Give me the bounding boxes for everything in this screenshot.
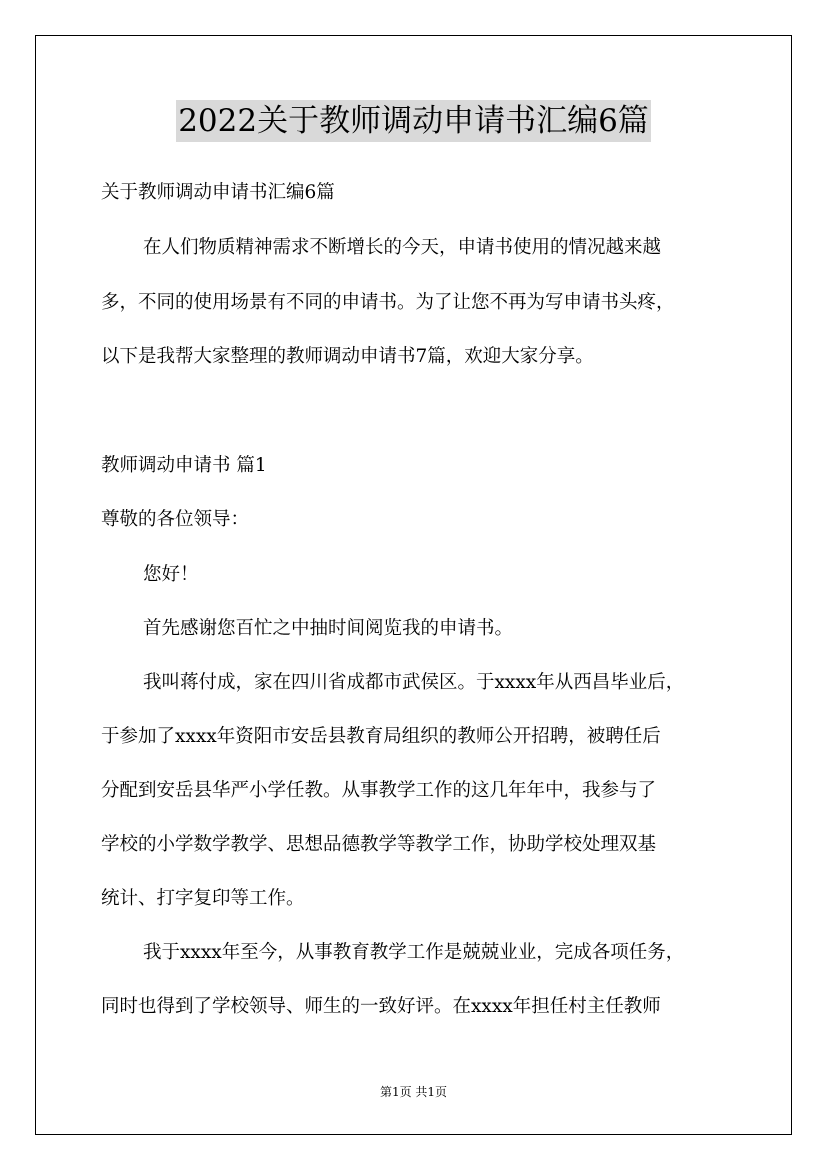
- document-title: [0, 100, 827, 142]
- salutation: 尊敬的各位领导：: [101, 509, 250, 530]
- document-subtitle: 关于教师调动申请书汇编6篇: [101, 182, 335, 203]
- paragraph-2-line-4: 学校的小学数学教学、思想品德教学等教学工作，协助学校处理双基: [101, 834, 657, 855]
- paragraph-2-line-1: 我叫蒋付成，家在四川省成都市武侯区。于xxxx年从西昌毕业后，: [143, 672, 685, 693]
- paragraph-1-line-1: 首先感谢您百忙之中抽时间阅览我的申请书。: [143, 618, 514, 639]
- intro-line-3: 以下是我帮大家整理的教师调动申请书7篇，欢迎大家分享。: [101, 346, 594, 367]
- paragraph-3-line-1: 我于xxxx年至今，从事教育教学工作是兢兢业业，完成各项任务，: [143, 942, 685, 963]
- paragraph-2-line-3: 分配到安岳县华严小学任教。从事教学工作的这几年年中，我参与了: [101, 780, 657, 801]
- intro-line-1: 在人们物质精神需求不断增长的今天，申请书使用的情况越来越: [143, 237, 662, 258]
- document-title-text: 2022关于教师调动申请书汇编6篇: [176, 100, 651, 142]
- intro-line-2: 多，不同的使用场景有不同的申请书。为了让您不再为写申请书头疼，: [101, 292, 675, 313]
- paragraph-3-line-2: 同时也得到了学校领导、师生的一致好评。在xxxx年担任村主任教师: [101, 996, 661, 1017]
- paragraph-2-line-5: 统计、打字复印等工作。: [101, 888, 305, 909]
- section-heading: 教师调动申请书 篇1: [101, 455, 267, 476]
- paragraph-2-line-2: 于参加了xxxx年资阳市安岳县教育局组织的教师公开招聘，被聘任后: [101, 726, 661, 747]
- page-footer: 第1页 共1页: [379, 1085, 448, 1099]
- greeting: 您好！: [143, 564, 199, 585]
